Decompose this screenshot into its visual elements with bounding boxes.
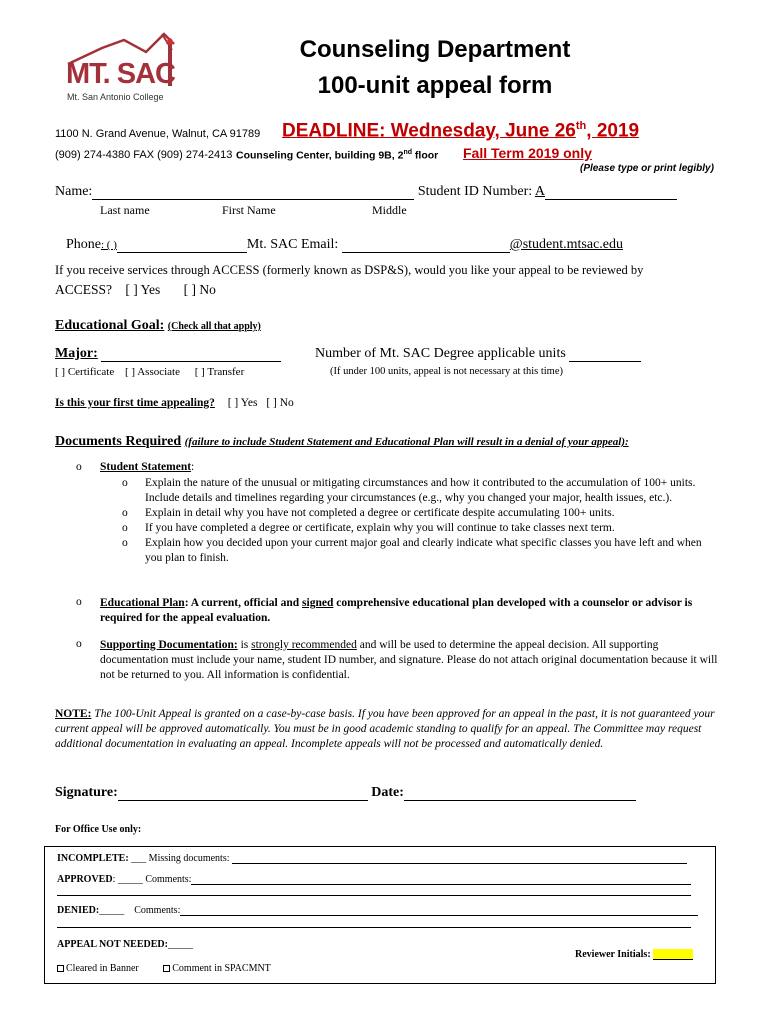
signature-label: Signature: bbox=[55, 785, 118, 800]
comment-spacmnt-checkbox[interactable] bbox=[163, 965, 170, 972]
form-title-line2: 100-unit appeal form bbox=[317, 72, 553, 99]
major-input[interactable] bbox=[101, 348, 281, 362]
incomplete-row: INCOMPLETE: ___ Missing documents: bbox=[57, 853, 687, 864]
bullet: o bbox=[76, 461, 82, 473]
office-use-label: For Office Use only: bbox=[55, 824, 142, 835]
middle-label: Middle bbox=[372, 203, 407, 217]
educational-plan-text: Educational Plan: A current, official and signed comprehensive educational plan developed with a counselor or advisor is required for the appeal evaluation. bbox=[100, 597, 693, 624]
associate-checkbox[interactable]: [ ] Associate bbox=[125, 366, 180, 378]
name-row bbox=[55, 184, 677, 200]
educational-goal-heading: Educational Goal: (Check all that apply) bbox=[55, 318, 261, 333]
phone-fax: (909) 274-4380 FAX (909) 274-2413 bbox=[55, 149, 233, 161]
logo-text: MT. SAC bbox=[66, 58, 175, 90]
phone-row: Phone: ( ) Mt. SAC Email: @student.mtsac.edu bbox=[66, 237, 623, 252]
list-item: o Explain the nature of the unusual or mitigating circumstances and how it contributed to the accumulation of 100+ units. Include details and timelines regarding your circumstances (e.g., why you changed your major, health issues, etc.). bbox=[122, 477, 696, 504]
email-input[interactable] bbox=[342, 239, 510, 253]
approved-row: APPROVED: _____ Comments: bbox=[57, 874, 691, 885]
student-id-input[interactable] bbox=[545, 186, 677, 200]
goal-options bbox=[55, 366, 244, 378]
access-question-line2: ACCESS? [ ] Yes [ ] No bbox=[55, 282, 216, 297]
term: Fall Term 2019 only bbox=[463, 145, 592, 161]
denied-row: DENIED:_____ Comments: bbox=[57, 905, 698, 916]
reviewer-initials-input[interactable] bbox=[653, 949, 693, 960]
form-title-line1: Counseling Department bbox=[299, 36, 571, 63]
list-item: o Explain how you decided upon your current major goal and clearly indicate what specific classes you have left and when you plan to finish. bbox=[122, 537, 702, 564]
signature-input[interactable] bbox=[118, 787, 368, 801]
first-time-yes-checkbox[interactable]: [ ] Yes bbox=[227, 397, 258, 409]
access-yes-checkbox[interactable]: [ ] Yes bbox=[125, 282, 161, 297]
transfer-checkbox[interactable]: [ ] Transfer bbox=[194, 366, 245, 378]
missing-docs-input[interactable] bbox=[232, 854, 687, 864]
supporting-documentation-text: Supporting Documentation: is strongly recommended and will be used to determine the appeal decision. All supporting documentation must include your name, student ID number, and signature. Please do not attach original documentation because it will not be returned to you. All information is confidential. bbox=[100, 639, 718, 681]
list-item: o If you have completed a degree or certificate, explain why you will continue to take classes next term. bbox=[122, 522, 615, 534]
first-name-label: First Name bbox=[222, 203, 276, 217]
address: 1100 N. Grand Avenue, Walnut, CA 91789 bbox=[55, 128, 261, 140]
signature-row bbox=[55, 785, 636, 801]
phone-label: Phone bbox=[66, 237, 101, 252]
statement-items bbox=[122, 476, 718, 566]
last-name-label: Last name bbox=[100, 203, 150, 217]
student-id-prefix: A bbox=[534, 184, 546, 199]
location: Counseling Center, building 9B, 2nd floor bbox=[236, 149, 439, 162]
student-id-label: Student ID Number: bbox=[417, 184, 533, 199]
cleared-banner-checkbox[interactable] bbox=[57, 965, 64, 972]
list-item: o Explain in detail why you have not completed a degree or certificate despite accumulating 100+ units. bbox=[122, 507, 615, 519]
note-paragraph: NOTE: The 100-Unit Appeal is granted on a case-by-case basis. If you have been approved for an appeal in the past, it is not guaranteed your current appeal will be approved automatically. You must be in good academic standing to qualify for an appeal. The Committee may request additional documentation in evaluating an appeal. Incomplete appeals will not be processed and automatically denied. bbox=[55, 708, 715, 750]
email-label: Mt. SAC Email: bbox=[246, 237, 339, 252]
name-label: Name: bbox=[55, 184, 93, 199]
college-logo bbox=[62, 30, 192, 112]
divider bbox=[57, 927, 691, 928]
denied-comments-input[interactable] bbox=[180, 906, 698, 916]
student-statement-label: Student Statement: bbox=[100, 461, 195, 473]
date-input[interactable] bbox=[404, 787, 636, 801]
major-row bbox=[55, 346, 281, 362]
reviewer-initials-row: Reviewer Initials: bbox=[575, 949, 693, 960]
bullet: o bbox=[76, 596, 82, 608]
access-question: If you receive services through ACCESS (formerly known as DSP&S), would you like your appeal to be reviewed by bbox=[55, 263, 644, 277]
deadline: DEADLINE: Wednesday, June 26th, 2019 bbox=[282, 120, 640, 142]
name-input[interactable] bbox=[92, 186, 414, 200]
office-checkboxes: Cleared in Banner Comment in SPACMNT bbox=[57, 963, 271, 974]
phone-input[interactable] bbox=[117, 239, 247, 253]
major-label: Major: bbox=[55, 346, 98, 361]
documents-heading: Documents Required (failure to include Student Statement and Educational Plan will result in a denial of your appeal): bbox=[55, 434, 629, 449]
first-time-no-checkbox[interactable]: [ ] No bbox=[266, 397, 294, 409]
units-row: Number of Mt. SAC Degree applicable units bbox=[315, 346, 641, 362]
email-domain: @student.mtsac.edu bbox=[509, 237, 623, 252]
logo-subtext: Mt. San Antonio College bbox=[67, 92, 164, 102]
approved-comments-input[interactable] bbox=[191, 875, 691, 885]
not-needed-row: APPEAL NOT NEEDED:_____ bbox=[57, 939, 193, 950]
date-label: Date: bbox=[371, 785, 404, 800]
access-no-checkbox[interactable]: [ ] No bbox=[183, 282, 216, 297]
legibility-note: (Please type or print legibly) bbox=[580, 163, 714, 174]
office-use-box bbox=[44, 846, 716, 984]
bullet: o bbox=[76, 638, 82, 650]
units-note: (If under 100 units, appeal is not necessary at this time) bbox=[330, 366, 563, 377]
units-input[interactable] bbox=[569, 348, 641, 362]
first-time-row: Is this your first time appealing? [ ] Yes [ ] No bbox=[55, 397, 294, 409]
certificate-checkbox[interactable]: [ ] Certificate bbox=[55, 366, 115, 378]
divider bbox=[57, 895, 691, 896]
